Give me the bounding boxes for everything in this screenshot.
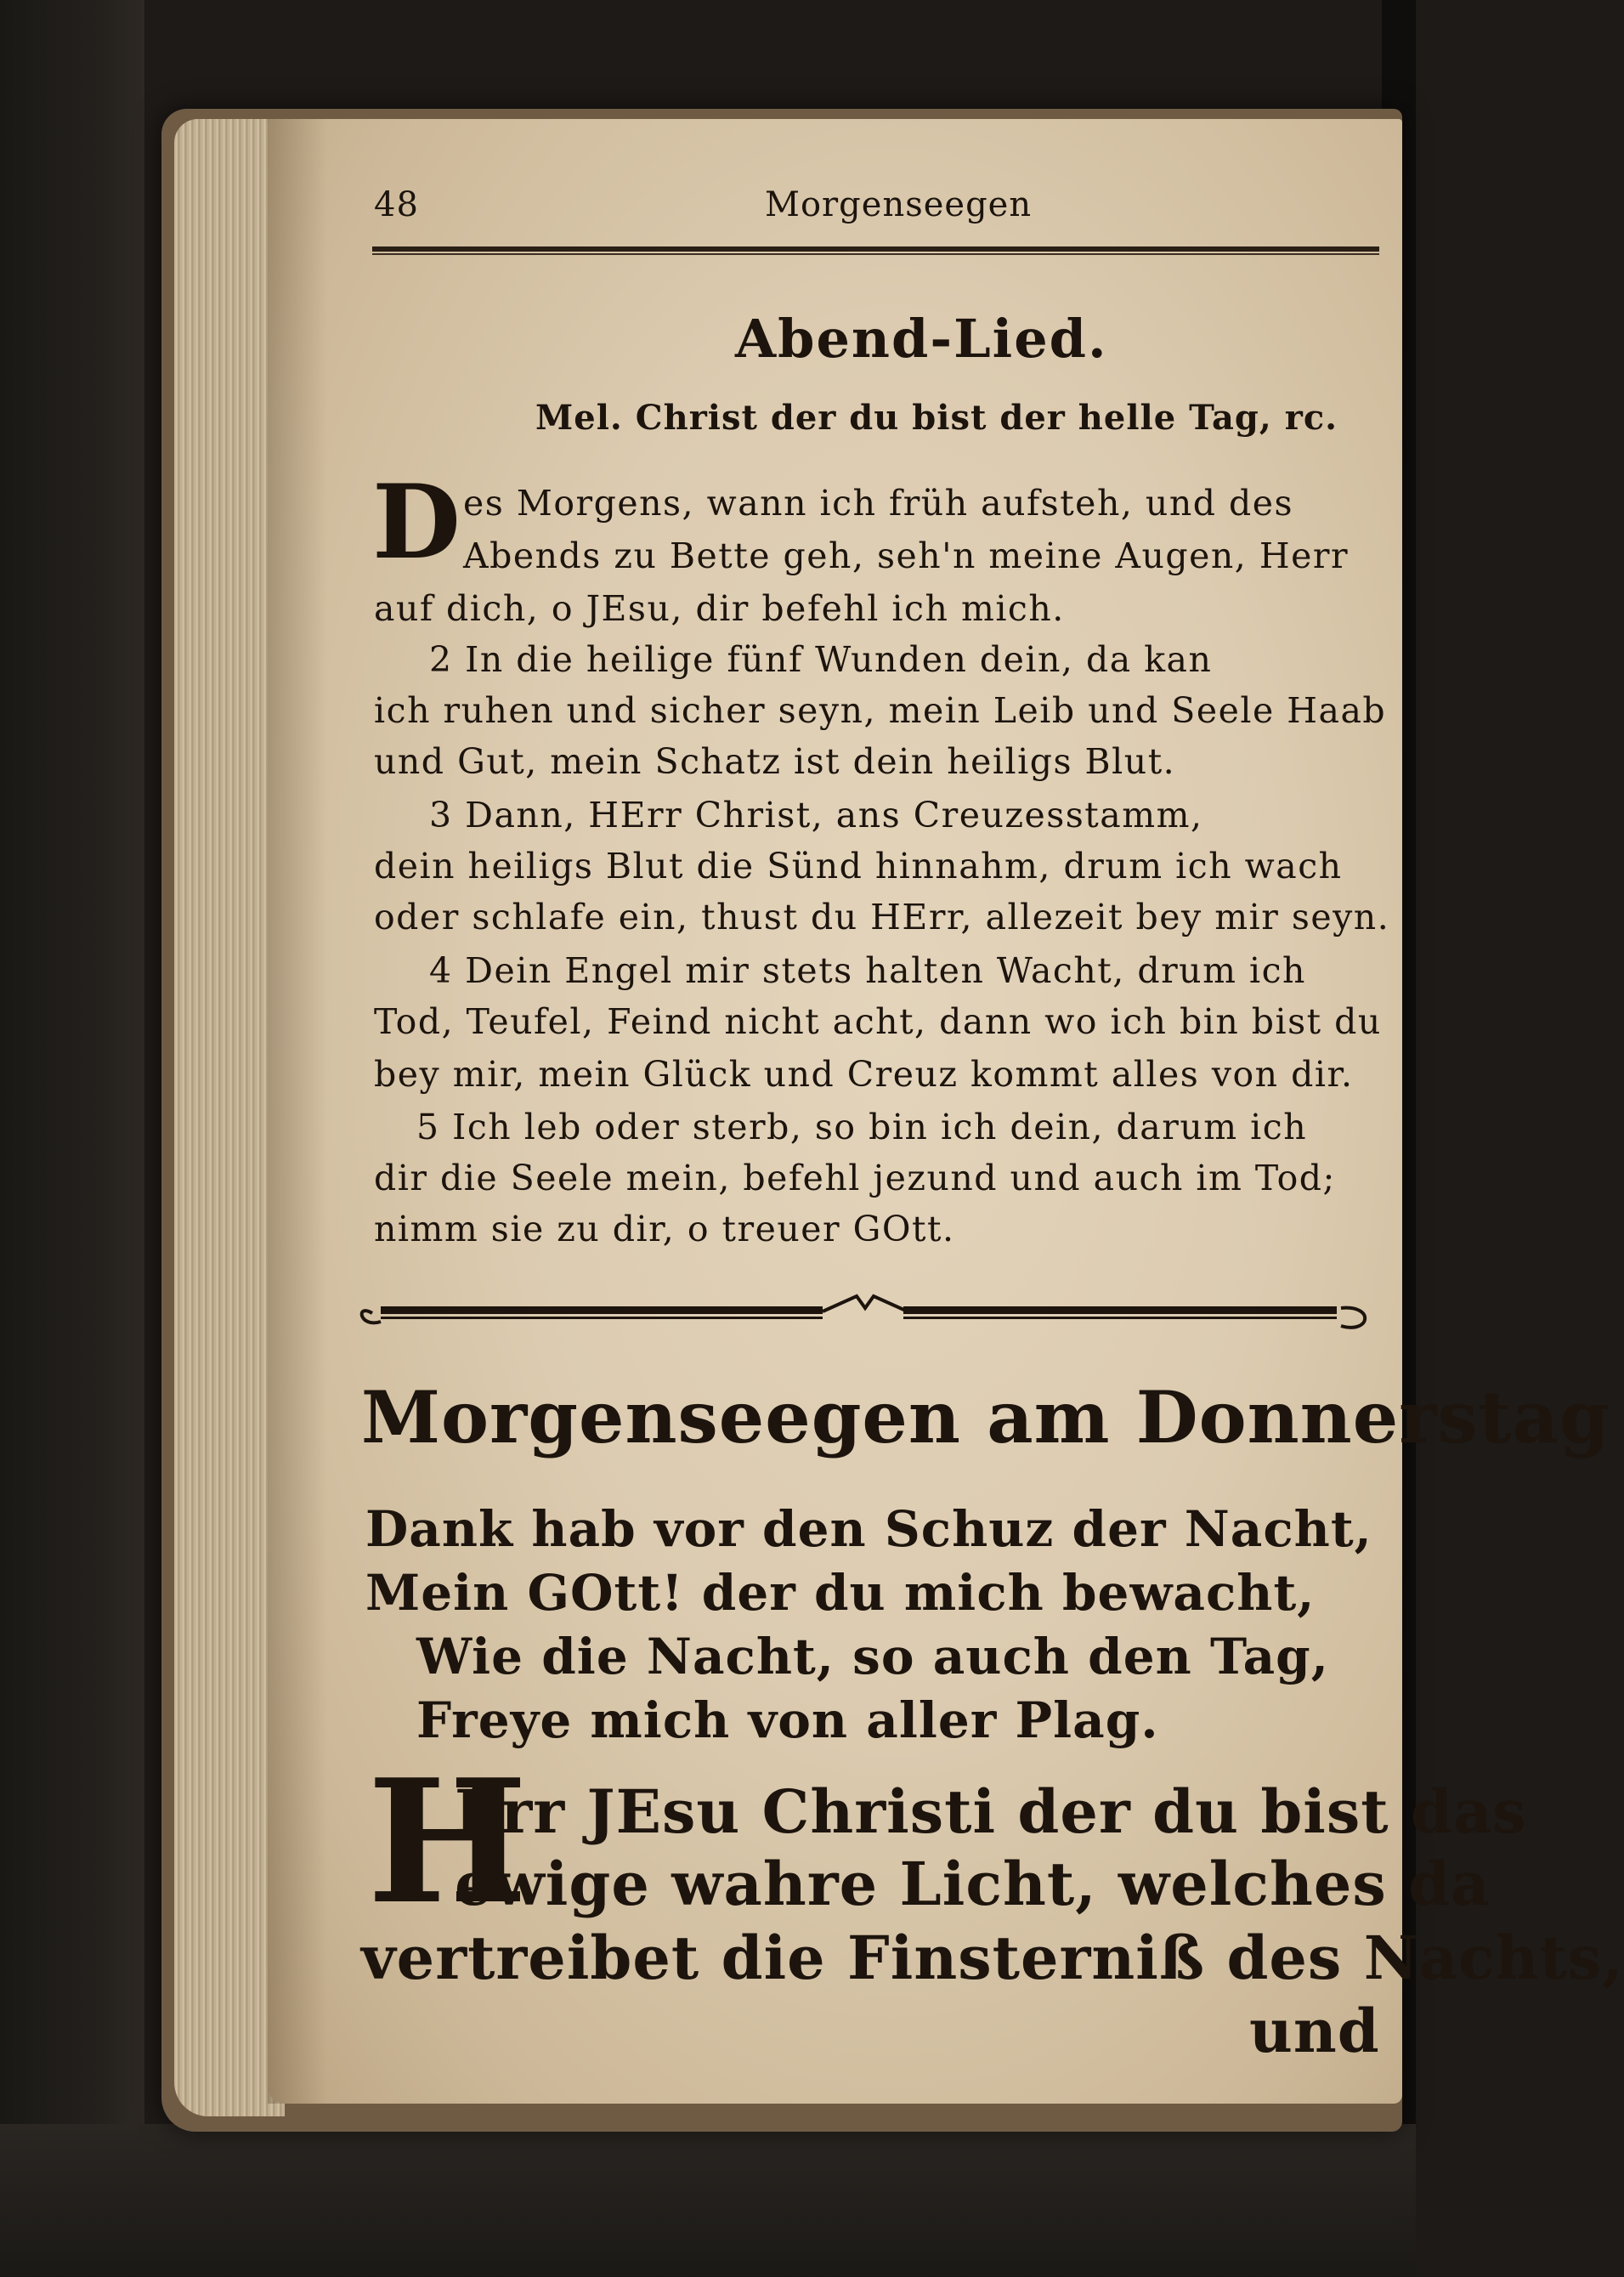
hymn-line: ich ruhen und sicher seyn, mein Leib und Seele Haab (374, 690, 1387, 731)
hymn-line: Abends zu Bette geh, seh'n meine Augen, Herr (463, 535, 1350, 576)
hymn-melody: Mel. Christ der du bist der helle Tag, rc. (535, 398, 1338, 438)
header-rule (372, 246, 1379, 252)
hymn-line: und Gut, mein Schatz ist dein heiligs Blut. (374, 741, 1176, 782)
hymn-line: 5 Ich leb oder sterb, so bin ich dein, darum ich (416, 1107, 1308, 1147)
background-bottom (0, 2124, 1416, 2277)
page-gutter-shadow (268, 119, 327, 2104)
hymn-line: 4 Dein Engel mir stets halten Wacht, drum ich (429, 950, 1306, 991)
header-rule-thin (372, 253, 1379, 255)
prayer-line: vertreibet die Finsterniß des Nachts, (361, 1923, 1624, 1993)
running-title: Morgenseegen (765, 185, 1033, 224)
verse-line: Dank hab vor den Schuz der Nacht, (365, 1500, 1372, 1558)
verse-line: Wie die Nacht, so auch den Tag, (416, 1628, 1329, 1685)
page-number: 48 (374, 185, 419, 224)
hymn-line: bey mir, mein Glück und Creuz kommt alles von dir. (374, 1054, 1354, 1095)
hymn-line: oder schlafe ein, thust du HErr, allezeit bey mir seyn. (374, 897, 1390, 937)
hymn-line: 3 Dann, HErr Christ, ans Creuzesstamm, (429, 795, 1203, 835)
hymn-line: es Morgens, wann ich früh aufsteh, und des (463, 483, 1294, 524)
ornamental-rule (355, 1288, 1371, 1339)
hymn-line: dein heiligs Blut die Sünd hinnahm, drum ich wach (374, 846, 1343, 886)
prayer-line: und (1249, 1996, 1380, 2066)
hymn-line: Tod, Teufel, Feind nicht acht, dann wo ich bin bist du (374, 1001, 1382, 1042)
background-left (0, 0, 144, 2277)
verse-line: Mein GOtt! der du mich bewacht, (365, 1564, 1316, 1622)
hymn-line: auf dich, o JEsu, dir befehl ich mich. (374, 588, 1065, 629)
hymn-drop-cap: D (372, 462, 461, 582)
hymn-title: Abend-Lied. (735, 308, 1108, 370)
hymn-line: nimm sie zu dir, o treuer GOtt. (374, 1209, 955, 1249)
prayer-line: ewige wahre Licht, welches da (455, 1849, 1491, 1919)
prayer-title: Morgenseegen am Donnerstag (361, 1375, 1610, 1459)
verse-line: Freye mich von aller Plag. (416, 1691, 1159, 1749)
hymn-line: dir die Seele mein, befehl jezund und auch im Tod; (374, 1158, 1336, 1198)
hymn-line: 2 In die heilige fünf Wunden dein, da kan (429, 639, 1213, 680)
prayer-line: Err JEsu Christi der du bist das (455, 1776, 1527, 1847)
prayer-drop-cap: H (367, 1742, 528, 1942)
